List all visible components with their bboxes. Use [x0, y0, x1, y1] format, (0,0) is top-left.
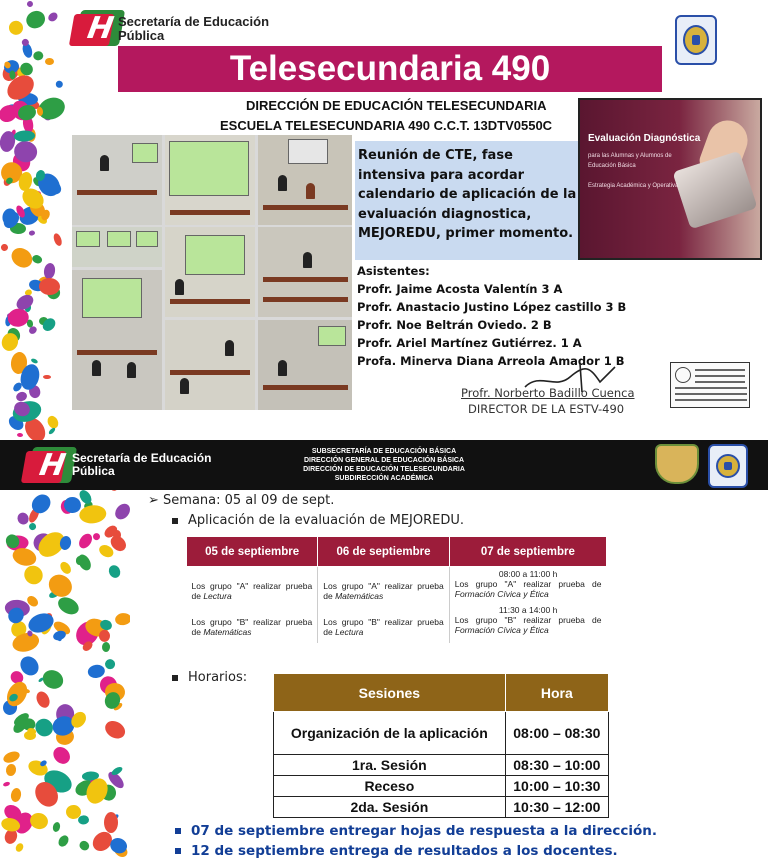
session-time: 08:30 – 10:00 [505, 755, 608, 776]
floral-ornament [0, 243, 9, 253]
table-cell: Los grupo "A" realizar prueba de Lectura [191, 581, 313, 601]
floral-ornament [48, 427, 56, 435]
floral-ornament [26, 0, 33, 7]
sep-name: Secretaría de Educación Pública [118, 14, 270, 44]
attendee-item: Profr. Anastacio Justino López castillo 3 B [357, 300, 627, 314]
table-row [274, 712, 609, 755]
attendee-item: Profr. Jaime Acosta Valentín 3 A [357, 282, 563, 296]
floral-ornament [78, 839, 91, 852]
table-header: 06 de septiembre [318, 537, 450, 567]
floral-ornament [56, 80, 64, 88]
floral-ornament [2, 749, 22, 765]
official-stamp-icon [670, 362, 750, 408]
bullet-icon [175, 828, 181, 834]
director-name: Profr. Norberto Badillo Cuenca [461, 386, 635, 400]
floral-ornament [104, 812, 118, 833]
attendee-item: Profr. Ariel Martínez Gutiérrez. 1 A [357, 336, 582, 350]
floral-ornament [47, 11, 60, 23]
table-cell: Los grupo "A" realizar prueba de Matemáticas [318, 567, 450, 604]
direction-line: DIRECCIÓN DE EDUCACIÓN TELESECUNDARIA [246, 98, 547, 113]
floral-ornament [76, 552, 94, 572]
floral-ornament [28, 522, 36, 530]
floral-ornament [43, 375, 51, 379]
bullet-icon [175, 848, 181, 854]
session-time: 10:30 – 12:00 [505, 797, 608, 818]
floral-ornament [56, 834, 70, 849]
meeting-photo-collage [72, 135, 352, 410]
table-row [187, 603, 607, 643]
table-header: 05 de septiembre [187, 537, 318, 567]
header-lines: SUBSECRETARÍA DE EDUCACIÓN BÁSICA DIRECCIÓN GENERAL DE EDUCACIÓN BÁSICA DIRECCIÓN DE EDUCACIÓN TELESECUNDARIA SUBDIRECCIÓN ACADÉMICA [303, 448, 465, 482]
table-cell: Los grupo "B" realizar prueba de Matemáticas [191, 617, 313, 637]
session-time: 08:00 – 08:30 [505, 712, 608, 755]
table-cell: Los grupo "B" realizar prueba de Lectura [318, 603, 450, 643]
sep-logo-icon: H [75, 10, 125, 46]
bullet-icon [172, 518, 178, 524]
attendee-item: Profr. Noe Beltrán Oviedo. 2 B [357, 318, 552, 332]
table-cell: 08:00 a 11:00 h Los grupo "A" realizar prueba de Formación Cívica y Ética [449, 567, 606, 604]
floral-ornament [45, 58, 54, 65]
horarios-bullet: Horarios: [172, 670, 247, 685]
floral-ornament [112, 501, 130, 523]
floral-ornament [31, 358, 39, 364]
session-name: Receso [274, 776, 506, 797]
meeting-photo [72, 270, 162, 410]
floral-ornament [92, 532, 101, 541]
meeting-photo [72, 135, 162, 225]
floral-ornament [114, 612, 130, 626]
floral-ornament [14, 842, 25, 853]
evaluation-cover-title: Evaluación Diagnóstica [588, 133, 701, 144]
session-time: 10:00 – 10:30 [505, 776, 608, 797]
school-line: ESCUELA TELESECUNDARIA 490 C.C.T. 13DTV0550C [220, 118, 553, 133]
floral-ornament [33, 51, 43, 61]
table-cell: 11:30 a 14:00 h Los grupo "B" realizar prueba de Formación Cívica y Ética [449, 603, 606, 643]
coat-of-arms-icon [655, 444, 699, 484]
floral-ornament [8, 20, 23, 35]
floral-ornament [52, 232, 63, 247]
attendee-item: Profa. Minerva Diana Arreola Amador 1 B [357, 354, 625, 368]
floral-ornament [17, 433, 23, 438]
floral-ornament [10, 787, 22, 803]
attendees-list [357, 262, 626, 370]
attendees-label: Asistentes: [357, 264, 430, 278]
floral-ornament [29, 230, 36, 236]
table-row [187, 567, 607, 604]
application-bullet: Aplicación de la evaluación de MEJOREDU. [172, 513, 464, 528]
floral-ornament [23, 8, 48, 32]
floral-border-bottom [0, 478, 130, 866]
week-bullet: ➢ Semana: 05 al 09 de sept. [148, 493, 335, 508]
meeting-photo [258, 135, 352, 225]
meeting-summary-text: Reunión de CTE, fase intensiva para acordar calendario de aplicación de la evaluación diagnostica, MEJOREDU, primer momento. [358, 148, 577, 241]
meeting-photo [72, 227, 162, 267]
arrow-icon: ➢ [148, 493, 164, 508]
table-row [274, 755, 609, 776]
director-title: DIRECTOR DE LA ESTV-490 [468, 402, 625, 416]
table-row [274, 797, 609, 818]
meeting-photo [165, 135, 255, 225]
floral-ornament [5, 763, 17, 777]
floral-border-top [0, 0, 66, 440]
table-header: Hora [505, 674, 608, 712]
session-name: 2da. Sesión [274, 797, 506, 818]
meeting-photo [165, 320, 255, 410]
page-title: Telesecundaria 490 [118, 46, 662, 92]
school-seal-icon [675, 15, 717, 65]
note-answer-sheets: 07 de septiembre entregar hojas de respuesta a la dirección. [175, 823, 657, 839]
session-name: 1ra. Sesión [274, 755, 506, 776]
sep-name: Secretaría de Educación Pública [72, 451, 212, 479]
school-seal-icon [708, 444, 748, 488]
table-row [274, 776, 609, 797]
evaluation-schedule-table [186, 536, 607, 643]
floral-ornament [102, 717, 129, 742]
meeting-photo [258, 227, 352, 317]
floral-ornament [52, 821, 61, 832]
floral-ornament [79, 504, 107, 525]
floral-ornament [55, 594, 81, 618]
note-results: 12 de septiembre entrega de resultados a los docentes. [175, 843, 618, 859]
sep-logo-icon: H [27, 447, 77, 483]
evaluation-cover-subtitle: Estrategia Académica y Operativa [588, 183, 679, 189]
bullet-icon [172, 675, 178, 681]
table-header: 07 de septiembre [449, 537, 606, 567]
floral-ornament [59, 535, 73, 551]
floral-ornament [76, 531, 94, 551]
floral-ornament [31, 253, 44, 264]
floral-ornament [107, 563, 123, 580]
sessions-table [273, 673, 609, 818]
floral-ornament [102, 642, 111, 652]
floral-ornament [103, 657, 117, 671]
meeting-photo [258, 320, 352, 410]
floral-ornament [34, 689, 52, 710]
meeting-photo [165, 227, 255, 317]
session-name: Organización de la aplicación [274, 712, 506, 755]
evaluation-cover-subtitle: para las Alumnas y Alumnos de [588, 153, 672, 159]
floral-ornament [50, 743, 74, 767]
table-header: Sesiones [274, 674, 506, 712]
floral-ornament [99, 630, 110, 642]
evaluation-cover-subtitle: Educación Básica [588, 163, 636, 169]
floral-ornament [3, 781, 11, 787]
floral-ornament [28, 811, 50, 832]
